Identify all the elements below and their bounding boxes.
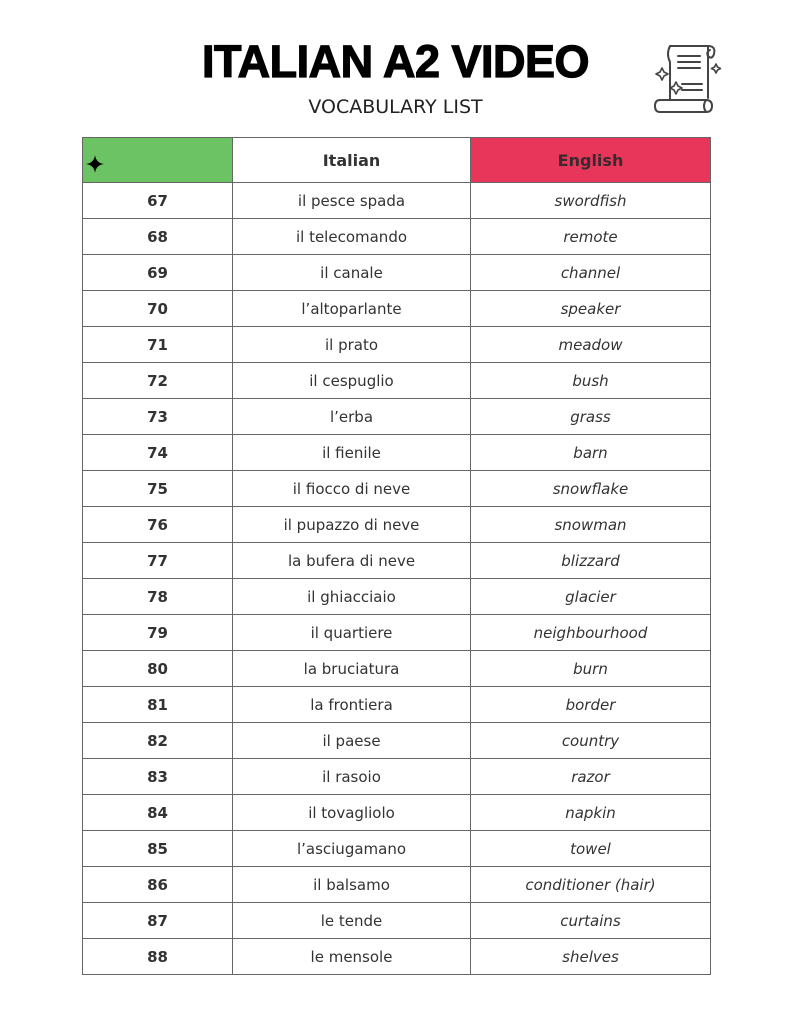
number-cell: 87 [83, 903, 233, 939]
number-cell: 82 [83, 723, 233, 759]
italian-cell: il fiocco di neve [233, 471, 471, 507]
vocabulary-table [82, 137, 711, 975]
italian-cell: la bufera di neve [233, 543, 471, 579]
number-cell: 77 [83, 543, 233, 579]
number-column-header [83, 138, 233, 183]
italian-cell: il quartiere [233, 615, 471, 651]
table-row [83, 759, 711, 795]
page-title: ITALIAN A2 VIDEO [201, 36, 590, 87]
english-cell: blizzard [471, 543, 711, 579]
english-cell: curtains [471, 903, 711, 939]
english-cell: burn [471, 651, 711, 687]
italian-cell: le mensole [233, 939, 471, 975]
number-cell: 81 [83, 687, 233, 723]
table-header-row [83, 138, 711, 183]
table-row [83, 687, 711, 723]
number-cell: 70 [83, 291, 233, 327]
english-cell: meadow [471, 327, 711, 363]
table-row [83, 471, 711, 507]
english-cell: speaker [471, 291, 711, 327]
english-cell: snowman [471, 507, 711, 543]
number-cell: 88 [83, 939, 233, 975]
italian-cell: il telecomando [233, 219, 471, 255]
english-cell: channel [471, 255, 711, 291]
italian-cell: il canale [233, 255, 471, 291]
english-cell: glacier [471, 579, 711, 615]
number-cell: 84 [83, 795, 233, 831]
english-cell: neighbourhood [471, 615, 711, 651]
table-row [83, 903, 711, 939]
number-cell: 78 [83, 579, 233, 615]
italian-cell: il paese [233, 723, 471, 759]
english-cell: swordfish [471, 183, 711, 219]
italian-cell: l’asciugamano [233, 831, 471, 867]
italian-cell: il ghiacciaio [233, 579, 471, 615]
table-row [83, 507, 711, 543]
italian-cell: il rasoio [233, 759, 471, 795]
number-cell: 73 [83, 399, 233, 435]
english-cell: snowflake [471, 471, 711, 507]
number-cell: 67 [83, 183, 233, 219]
table-row [83, 723, 711, 759]
number-cell: 68 [83, 219, 233, 255]
italian-cell: il tovagliolo [233, 795, 471, 831]
table-row [83, 651, 711, 687]
number-cell: 79 [83, 615, 233, 651]
italian-cell: il cespuglio [233, 363, 471, 399]
table-row [83, 939, 711, 975]
italian-cell: la bruciatura [233, 651, 471, 687]
table-row [83, 867, 711, 903]
italian-cell: l’altoparlante [233, 291, 471, 327]
english-cell: country [471, 723, 711, 759]
table-row [83, 219, 711, 255]
table-row [83, 363, 711, 399]
english-cell: razor [471, 759, 711, 795]
table-row [83, 327, 711, 363]
italian-cell: il pupazzo di neve [233, 507, 471, 543]
italian-cell: il pesce spada [233, 183, 471, 219]
number-cell: 74 [83, 435, 233, 471]
english-column-header: English [471, 138, 711, 183]
table-row [83, 831, 711, 867]
scroll-icon [652, 40, 724, 116]
number-cell: 71 [83, 327, 233, 363]
table-row [83, 291, 711, 327]
table-row [83, 795, 711, 831]
italian-cell: il fienile [233, 435, 471, 471]
number-cell: 80 [83, 651, 233, 687]
english-cell: barn [471, 435, 711, 471]
number-cell: 72 [83, 363, 233, 399]
number-cell: 85 [83, 831, 233, 867]
english-cell: conditioner (hair) [471, 867, 711, 903]
table-row [83, 543, 711, 579]
number-cell: 69 [83, 255, 233, 291]
english-cell: border [471, 687, 711, 723]
table-row [83, 183, 711, 219]
table-row [83, 399, 711, 435]
number-cell: 75 [83, 471, 233, 507]
english-cell: napkin [471, 795, 711, 831]
english-cell: grass [471, 399, 711, 435]
italian-cell: l’erba [233, 399, 471, 435]
number-cell: 76 [83, 507, 233, 543]
italian-cell: la frontiera [233, 687, 471, 723]
table-row [83, 615, 711, 651]
number-cell: 86 [83, 867, 233, 903]
english-cell: remote [471, 219, 711, 255]
page-subtitle: VOCABULARY LIST [308, 96, 483, 118]
english-cell: towel [471, 831, 711, 867]
english-cell: shelves [471, 939, 711, 975]
table-row [83, 255, 711, 291]
italian-cell: le tende [233, 903, 471, 939]
italian-cell: il balsamo [233, 867, 471, 903]
italian-cell: il prato [233, 327, 471, 363]
english-cell: bush [471, 363, 711, 399]
table-row [83, 579, 711, 615]
table-row [83, 435, 711, 471]
italian-column-header: Italian [233, 138, 471, 183]
number-cell: 83 [83, 759, 233, 795]
sparkle-icon [86, 155, 104, 173]
